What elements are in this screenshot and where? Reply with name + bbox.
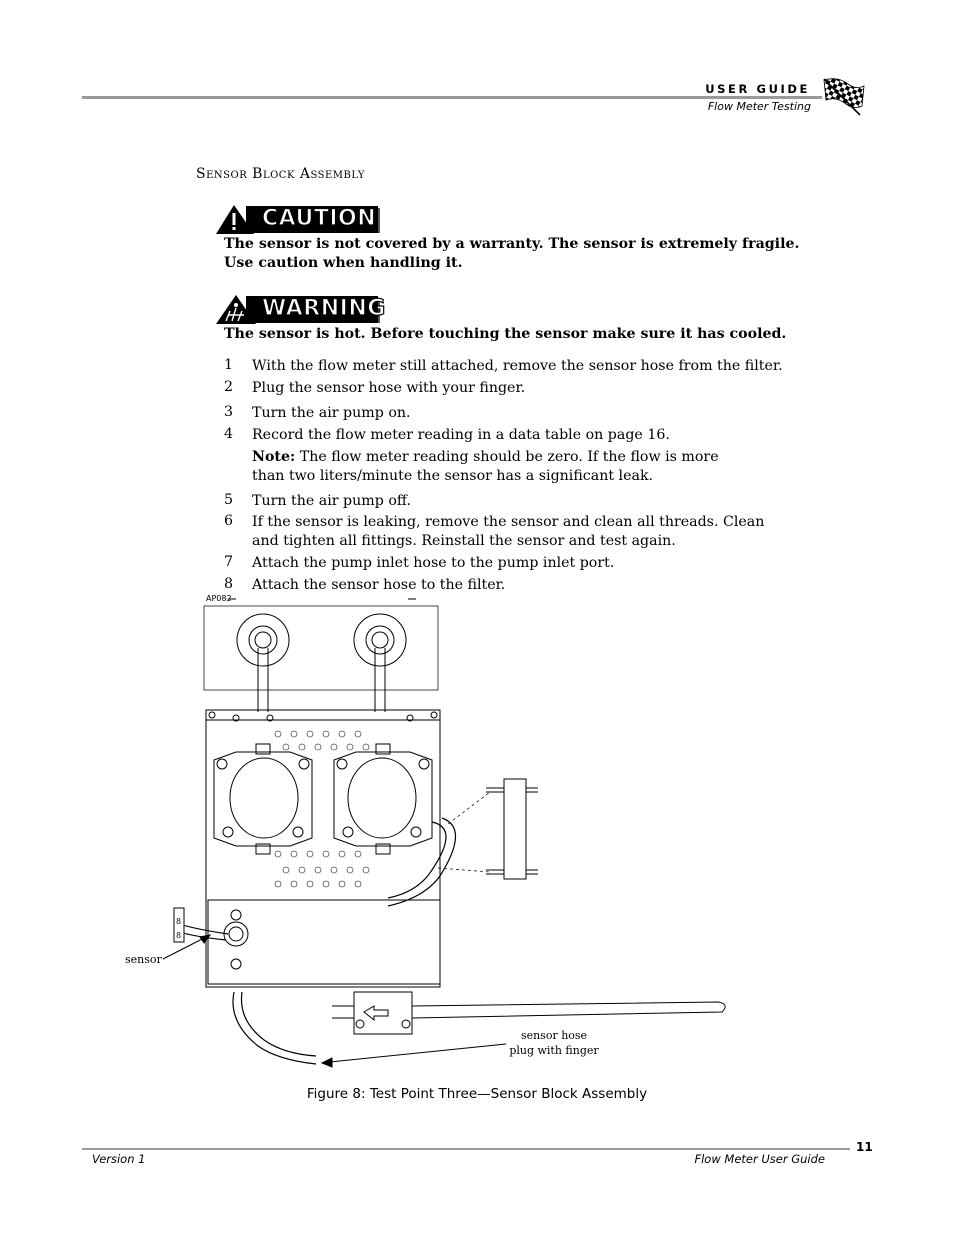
warning-label: WARNING: [262, 296, 386, 321]
footer-rule: [82, 1148, 850, 1150]
step-text: Turn the air pump on.: [252, 405, 411, 421]
step-number: 6: [224, 513, 234, 529]
step-text: Attach the sensor hose to the filter.: [252, 577, 506, 593]
step-text: Record the flow meter reading in a data table on page 16.: [252, 427, 670, 443]
section-heading: Sensor Block Assembly: [196, 166, 365, 182]
step-text: Turn the air pump off.: [252, 493, 411, 509]
step-text: With the flow meter still attached, remove the sensor hose from the filter.: [252, 358, 783, 374]
step-number: 7: [224, 554, 234, 570]
step-number: 8: [224, 576, 234, 592]
checkered-flag-icon: [820, 76, 866, 116]
header-title: USER GUIDE: [705, 82, 810, 96]
footer-version: Version 1: [92, 1152, 146, 1166]
caution-label: CAUTION: [262, 206, 377, 231]
svg-text:8: 8: [176, 917, 182, 926]
hose-label-line1: sensor hose: [520, 1029, 588, 1042]
caution-text: The sensor is not covered by a warranty. The sensor is extremely fragile. Use caution when handling it.: [224, 236, 800, 271]
header-rule: [82, 96, 822, 99]
note-text: The flow meter reading should be zero. If the flow is more than two liters/minute the sensor has a significant leak.: [252, 449, 719, 484]
step-text: Attach the pump inlet hose to the pump inlet port.: [252, 555, 615, 571]
caution-banner: [214, 205, 380, 235]
step-number: 2: [224, 379, 234, 395]
note: [252, 448, 752, 486]
sensor-label: sensor: [125, 953, 162, 966]
warning-banner: [214, 295, 386, 325]
hose-label-line2: plug with finger: [509, 1044, 599, 1057]
step-text: If the sensor is leaking, remove the sensor and clean all threads. Clean and tighten all fittings. Reinstall the sensor and test again.: [252, 514, 765, 549]
warning-text: The sensor is hot. Before touching the sensor make sure it has cooled.: [224, 326, 787, 342]
page-number: 11: [856, 1140, 873, 1154]
step-number: 1: [224, 357, 234, 373]
diagram-code: AP082: [206, 594, 232, 603]
note-label: Note:: [252, 449, 296, 465]
step-number: 4: [224, 426, 234, 442]
step-number: 3: [224, 404, 234, 420]
header-subtitle: Flow Meter Testing: [707, 100, 811, 113]
step-text: Plug the sensor hose with your finger.: [252, 380, 526, 396]
figure-caption: Figure 8: Test Point Three—Sensor Block Assembly: [306, 1086, 648, 1102]
svg-text:8: 8: [176, 931, 182, 940]
sensor-block-diagram: [118, 592, 748, 1077]
footer-guide-title: Flow Meter User Guide: [694, 1152, 825, 1166]
step-number: 5: [224, 492, 234, 508]
